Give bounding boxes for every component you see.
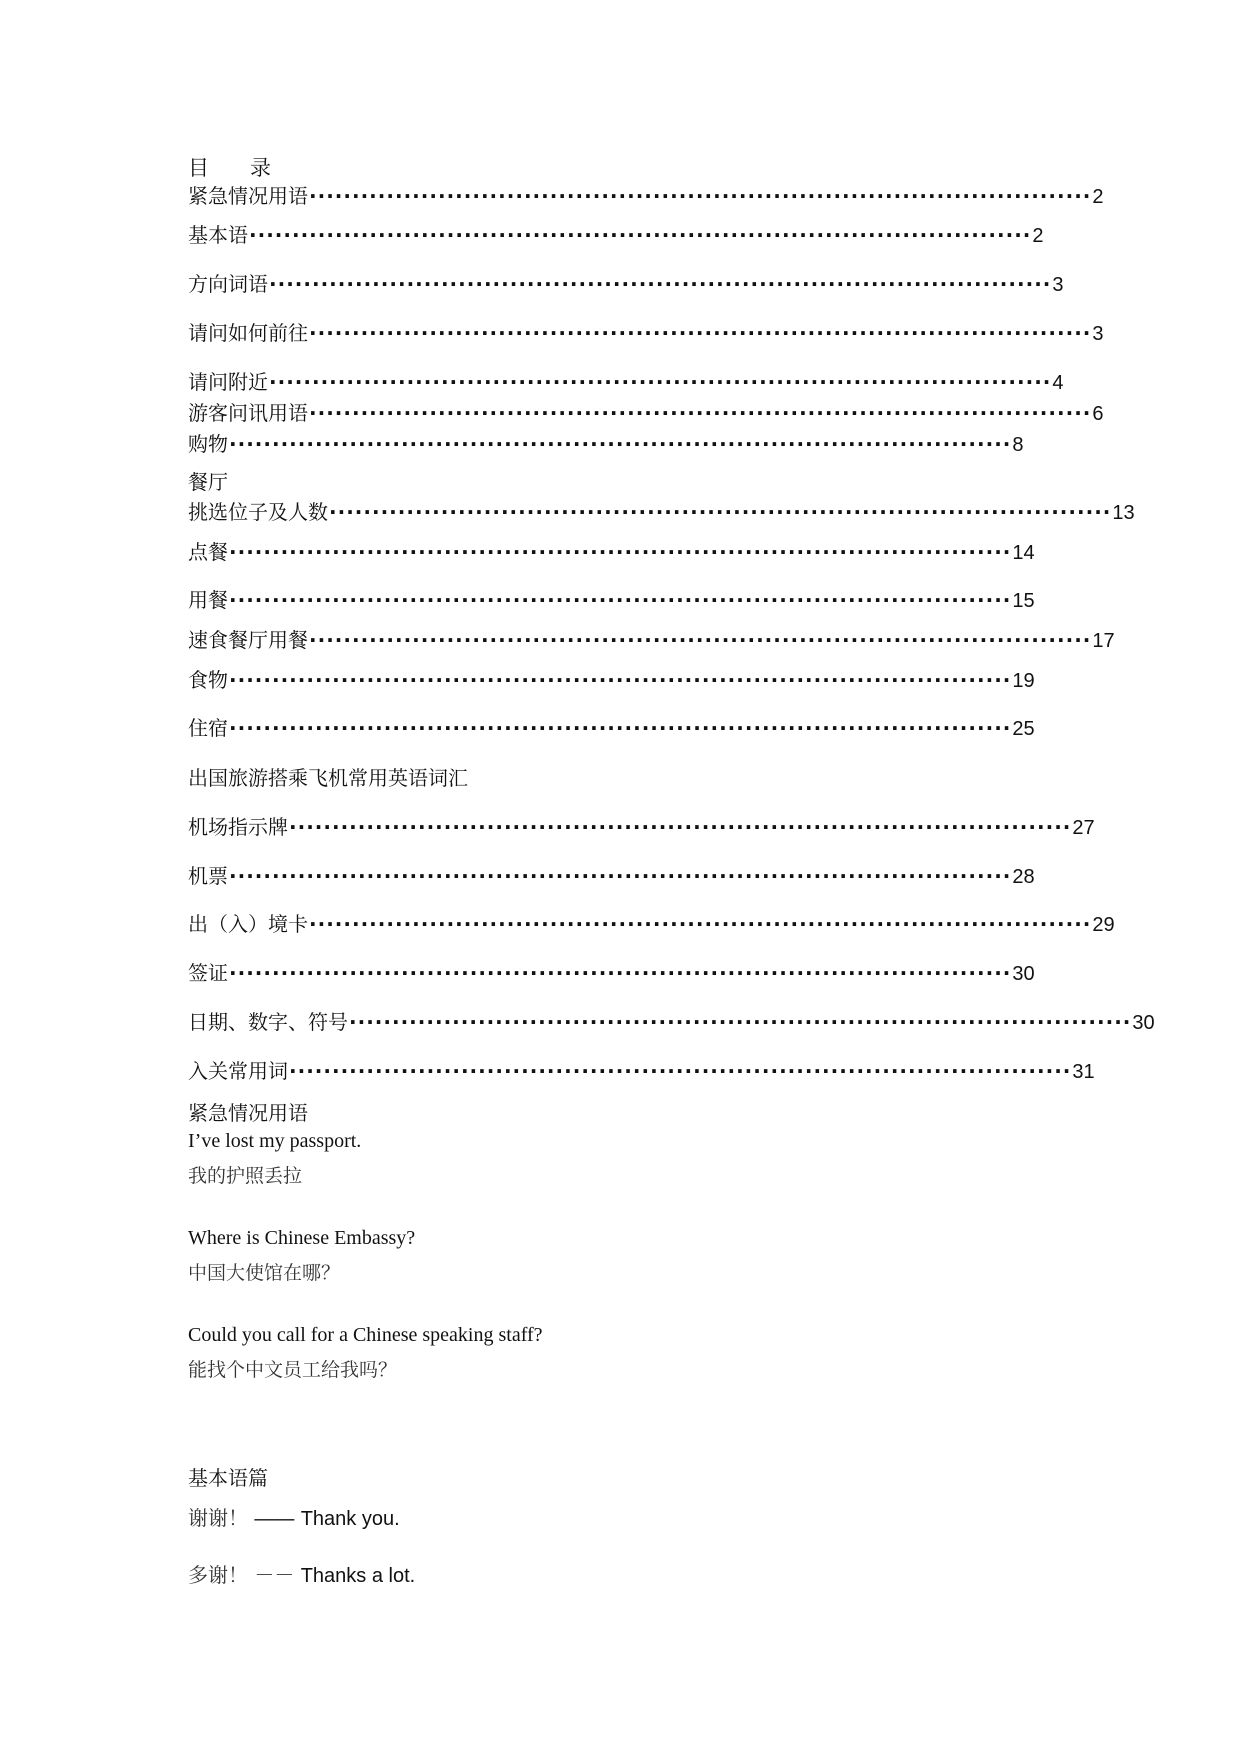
phrase-chinese: 能找个中文员工给我吗？ (188, 1359, 398, 1381)
toc-entry[interactable] (188, 584, 1035, 612)
toc-entry-page: 19 (1012, 670, 1035, 692)
toc-entry[interactable] (188, 1055, 1095, 1083)
toc-entry-page: 30 (1012, 963, 1035, 985)
toc-entry[interactable] (188, 219, 1044, 247)
toc-entry-label: 紧急情况用语 (188, 184, 308, 208)
toc-leader-dots: ··························································································· (309, 628, 1092, 652)
basic-phrase (188, 1559, 415, 1588)
phrase-english: I’ve lost my passport. (188, 1130, 362, 1152)
toc-entry-label: 请问如何前往 (188, 321, 308, 345)
toc-leader-dots: ··························································································· (269, 272, 1052, 296)
toc-entry-label: 游客问讯用语 (188, 401, 308, 425)
toc-leader-dots: ··························································································· (229, 540, 1012, 564)
toc-entry-label: 食物 (188, 668, 228, 692)
toc-entry-label: 点餐 (188, 540, 228, 564)
basic-phrase-chinese: 多谢！ (188, 1563, 248, 1587)
phrase-english: Could you call for a Chinese speaking staff? (188, 1324, 543, 1346)
toc-entry-page: 3 (1092, 323, 1104, 345)
toc-entry-label: 机票 (188, 864, 228, 888)
toc-entry-page: 4 (1052, 372, 1064, 394)
toc-entry[interactable] (188, 180, 1104, 208)
toc-entry-label: 挑选位子及人数 (188, 500, 328, 524)
section-heading-emergency: 紧急情况用语 (188, 1101, 308, 1125)
basic-phrase-separator: －－ (254, 1563, 295, 1587)
toc-leader-dots: ··························································································· (329, 500, 1112, 524)
toc-entry-label: 签证 (188, 961, 228, 985)
basic-phrase-english: Thank you. (300, 1508, 400, 1530)
toc-entry[interactable] (188, 536, 1035, 564)
toc-entry-label: 入关常用词 (188, 1059, 288, 1083)
toc-leader-dots: ··························································································· (229, 716, 1012, 740)
toc-leader-dots: ··························································································· (289, 1059, 1072, 1083)
toc-entry-page: 15 (1012, 590, 1035, 612)
toc-entry[interactable] (188, 664, 1035, 692)
toc-entry[interactable] (188, 908, 1115, 936)
toc-entry-page: 2 (1092, 186, 1104, 208)
toc-leader-dots: ··························································································· (229, 668, 1012, 692)
toc-entry-page: 29 (1092, 914, 1115, 936)
toc-leader-dots: ··························································································· (309, 401, 1092, 425)
toc-entry[interactable] (188, 1006, 1155, 1034)
toc-entry-page: 25 (1012, 718, 1035, 740)
phrase-chinese: 中国大使馆在哪？ (188, 1262, 341, 1284)
toc-entry-page: 8 (1012, 434, 1024, 456)
toc-entry[interactable] (188, 811, 1095, 839)
toc-entry-label: 出（入）境卡 (188, 912, 308, 936)
toc-entry-label: 机场指示牌 (188, 815, 288, 839)
toc-entry-page: 14 (1012, 542, 1035, 564)
section-heading-basic: 基本语篇 (188, 1466, 268, 1490)
toc-heading-restaurant: 餐厅 (188, 470, 228, 494)
phrase-chinese: 我的护照丢拉 (188, 1165, 303, 1187)
toc-leader-dots: ··························································································· (309, 184, 1092, 208)
toc-leader-dots: ··························································································· (269, 370, 1052, 394)
basic-phrase-english: Thanks a lot. (300, 1565, 416, 1587)
toc-leader-dots: ··························································································· (229, 588, 1012, 612)
toc-entry-page: 2 (1032, 225, 1044, 247)
toc-entry-label: 请问附近 (188, 370, 268, 394)
toc-entry-page: 27 (1072, 817, 1095, 839)
toc-leader-dots: ··························································································· (229, 864, 1012, 888)
toc-entry-label: 购物 (188, 432, 228, 456)
toc-entry[interactable] (188, 317, 1104, 345)
toc-leader-dots: ··························································································· (249, 223, 1032, 247)
toc-leader-dots: ··························································································· (309, 321, 1092, 345)
toc-entry[interactable] (188, 397, 1104, 425)
toc-entry-page: 28 (1012, 866, 1035, 888)
toc-leader-dots: ··························································································· (229, 961, 1012, 985)
basic-phrase-chinese: 谢谢！ (188, 1506, 248, 1530)
toc-entry[interactable] (188, 957, 1035, 985)
toc-entry-page: 6 (1092, 403, 1104, 425)
toc-entry[interactable] (188, 428, 1024, 456)
toc-entry[interactable] (188, 624, 1115, 652)
toc-entry-label: 方向词语 (188, 272, 268, 296)
toc-leader-dots: ··························································································· (349, 1010, 1132, 1034)
toc-entry-label: 基本语 (188, 223, 248, 247)
toc-leader-dots: ··························································································· (309, 912, 1092, 936)
toc-entry[interactable] (188, 268, 1064, 296)
toc-entry-page: 3 (1052, 274, 1064, 296)
toc-entry-label: 速食餐厅用餐 (188, 628, 308, 652)
toc-entry-page: 17 (1092, 630, 1115, 652)
toc-entry-page: 13 (1112, 502, 1135, 524)
toc-entry[interactable] (188, 496, 1135, 524)
toc-entry[interactable] (188, 712, 1035, 740)
toc-leader-dots: ··························································································· (229, 432, 1012, 456)
toc-leader-dots: ··························································································· (289, 815, 1072, 839)
toc-heading-flight: 出国旅游搭乘飞机常用英语词汇 (188, 766, 468, 790)
toc-entry-label: 用餐 (188, 588, 228, 612)
toc-entry[interactable] (188, 860, 1035, 888)
phrase-english: Where is Chinese Embassy? (188, 1227, 416, 1249)
toc-entry-page: 31 (1072, 1061, 1095, 1083)
toc-title: 目 录 (188, 156, 281, 180)
basic-phrase (188, 1502, 400, 1531)
toc-entry[interactable] (188, 366, 1064, 394)
toc-entry-label: 住宿 (188, 716, 228, 740)
toc-entry-page: 30 (1132, 1012, 1155, 1034)
toc-entry-label: 日期、数字、符号 (188, 1010, 348, 1034)
basic-phrase-separator: —— (254, 1508, 295, 1530)
